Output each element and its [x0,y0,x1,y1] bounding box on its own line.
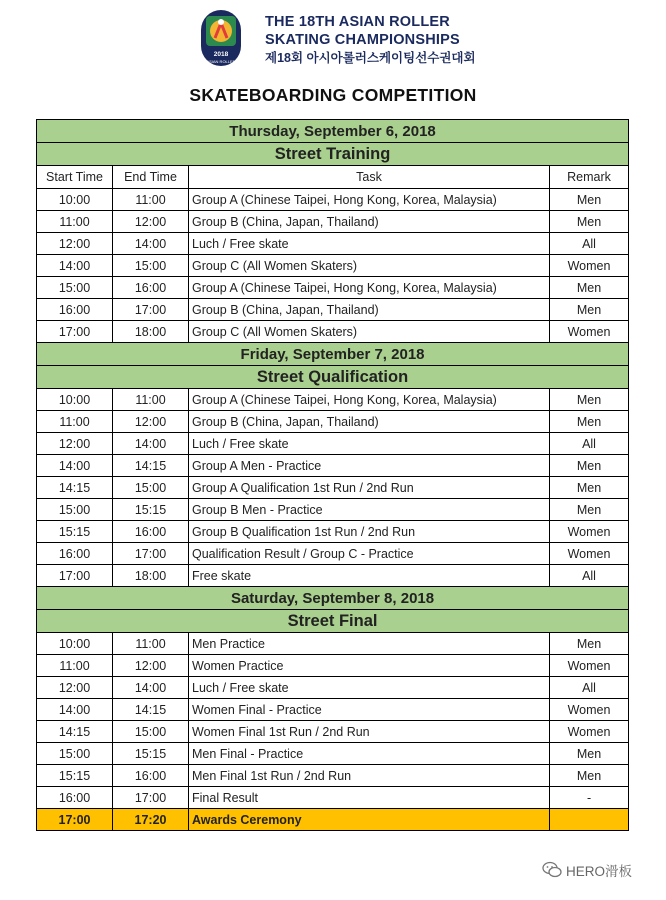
end-time-header: End Time [113,166,189,189]
day-date-row [37,343,629,366]
remark: Men [550,389,629,411]
task: Group A Men - Practice [189,455,550,477]
table-row [37,455,629,477]
end-time: 17:00 [113,543,189,565]
task: Women Practice [189,655,550,677]
table-row [37,389,629,411]
table-row [37,633,629,655]
end-time: 11:00 [113,389,189,411]
start-time: 10:00 [37,389,113,411]
column-header-row [37,166,629,189]
start-time: 11:00 [37,655,113,677]
end-time: 18:00 [113,321,189,343]
end-time: 17:20 [113,809,189,831]
event-title: Street Training [37,143,629,166]
table-row [37,299,629,321]
end-time: 15:00 [113,255,189,277]
remark: Men [550,189,629,211]
start-time: 17:00 [37,321,113,343]
watermark [542,858,632,882]
start-time: 11:00 [37,211,113,233]
start-time: 15:15 [37,765,113,787]
remark: Women [550,721,629,743]
table-row [37,721,629,743]
start-time: 14:15 [37,477,113,499]
start-time: 10:00 [37,633,113,655]
start-time: 17:00 [37,809,113,831]
remark: Men [550,211,629,233]
table-row [37,255,629,277]
event-title: Street Qualification [37,366,629,389]
remark-header: Remark [550,166,629,189]
end-time: 12:00 [113,411,189,433]
remark: Women [550,543,629,565]
task: Luch / Free skate [189,433,550,455]
remark: All [550,433,629,455]
awards-row [37,809,629,831]
start-time: 16:00 [37,299,113,321]
start-time: 16:00 [37,787,113,809]
day-date-row [37,587,629,610]
championship-title [265,13,476,67]
remark: Women [550,521,629,543]
competition-title: SKATEBOARDING COMPETITION [189,85,477,105]
task: Group A (Chinese Taipei, Hong Kong, Korea, Malaysia) [189,389,550,411]
end-time: 11:00 [113,189,189,211]
day-date: Friday, September 7, 2018 [37,343,629,366]
end-time: 14:15 [113,699,189,721]
title-korean: 제18회 아시아롤러스케이팅선수권대회 [265,51,476,65]
end-time: 16:00 [113,277,189,299]
task: Women Final 1st Run / 2nd Run [189,721,550,743]
day-date: Saturday, September 8, 2018 [37,587,629,610]
table-row [37,233,629,255]
remark: All [550,565,629,587]
remark: Men [550,299,629,321]
task: Group B (China, Japan, Thailand) [189,211,550,233]
start-time: 14:00 [37,455,113,477]
start-time: 15:15 [37,521,113,543]
table-row [37,189,629,211]
remark: Men [550,633,629,655]
start-time: 14:15 [37,721,113,743]
table-row [37,521,629,543]
table-row [37,699,629,721]
task: Awards Ceremony [189,809,550,831]
end-time: 11:00 [113,633,189,655]
task: Group B Men - Practice [189,499,550,521]
task: Qualification Result / Group C - Practice [189,543,550,565]
end-time: 18:00 [113,565,189,587]
schedule-table [36,119,629,831]
start-time: 15:00 [37,743,113,765]
start-time: 16:00 [37,543,113,565]
table-row [37,211,629,233]
watermark-text: HERO滑板 [566,864,633,879]
start-time: 15:00 [37,499,113,521]
remark: - [550,787,629,809]
task-header: Task [189,166,550,189]
end-time: 17:00 [113,299,189,321]
remark: Men [550,765,629,787]
end-time: 14:00 [113,677,189,699]
start-time: 11:00 [37,411,113,433]
task: Men Practice [189,633,550,655]
table-row [37,499,629,521]
end-time: 12:00 [113,655,189,677]
event-title-row [37,610,629,633]
task: Group C (All Women Skaters) [189,255,550,277]
wechat-icon [542,861,562,879]
end-time: 14:15 [113,455,189,477]
remark: Men [550,455,629,477]
task: Group A (Chinese Taipei, Hong Kong, Korea, Malaysia) [189,277,550,299]
event-title-row [37,366,629,389]
remark: Men [550,477,629,499]
task: Luch / Free skate [189,233,550,255]
task: Group B Qualification 1st Run / 2nd Run [189,521,550,543]
start-time: 10:00 [37,189,113,211]
table-row [37,565,629,587]
task: Women Final - Practice [189,699,550,721]
start-time-header: Start Time [37,166,113,189]
day-date-row [37,120,629,143]
end-time: 16:00 [113,521,189,543]
table-row [37,411,629,433]
end-time: 14:00 [113,433,189,455]
end-time: 14:00 [113,233,189,255]
table-row [37,765,629,787]
remark: Women [550,655,629,677]
day-date: Thursday, September 6, 2018 [37,120,629,143]
remark [550,809,629,831]
task: Group A Qualification 1st Run / 2nd Run [189,477,550,499]
svg-text:2018: 2018 [213,51,229,58]
task: Group A (Chinese Taipei, Hong Kong, Korea, Malaysia) [189,189,550,211]
event-title-row [37,143,629,166]
start-time: 12:00 [37,433,113,455]
svg-text:ASIAN ROLLER: ASIAN ROLLER [206,59,236,64]
table-row [37,277,629,299]
title-line-2: SKATING CHAMPIONSHIPS [265,32,460,48]
start-time: 17:00 [37,565,113,587]
task: Group C (All Women Skaters) [189,321,550,343]
end-time: 15:15 [113,743,189,765]
task: Free skate [189,565,550,587]
task: Men Final 1st Run / 2nd Run [189,765,550,787]
start-time: 15:00 [37,277,113,299]
remark: Men [550,743,629,765]
task: Group B (China, Japan, Thailand) [189,411,550,433]
task: Men Final - Practice [189,743,550,765]
start-time: 12:00 [37,233,113,255]
table-row [37,433,629,455]
end-time: 17:00 [113,787,189,809]
remark: Men [550,499,629,521]
table-row [37,787,629,809]
championship-logo [199,8,243,72]
task: Group B (China, Japan, Thailand) [189,299,550,321]
remark: All [550,233,629,255]
table-row [37,677,629,699]
remark: Men [550,411,629,433]
table-row [37,543,629,565]
table-row [37,655,629,677]
remark: All [550,677,629,699]
table-row [37,743,629,765]
end-time: 15:00 [113,721,189,743]
table-row [37,477,629,499]
remark: Women [550,255,629,277]
start-time: 12:00 [37,677,113,699]
start-time: 14:00 [37,255,113,277]
end-time: 12:00 [113,211,189,233]
event-title: Street Final [37,610,629,633]
end-time: 15:00 [113,477,189,499]
title-line-1: THE 18TH ASIAN ROLLER [265,14,450,30]
task: Luch / Free skate [189,677,550,699]
remark: Women [550,321,629,343]
table-row [37,321,629,343]
end-time: 15:15 [113,499,189,521]
start-time: 14:00 [37,699,113,721]
end-time: 16:00 [113,765,189,787]
task: Final Result [189,787,550,809]
remark: Women [550,699,629,721]
remark: Men [550,277,629,299]
